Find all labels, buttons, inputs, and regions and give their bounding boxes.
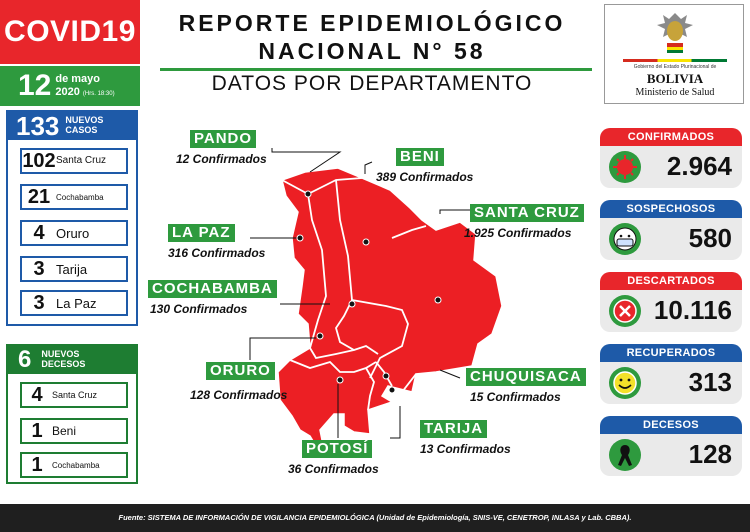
new-deaths-item-num: 1 [31,420,43,442]
dept-label-chuquisaca: CHUQUISACA [466,368,586,386]
dept-label-potosi: POTOSÍ [302,440,372,458]
new-deaths-panel [6,344,138,484]
new-deaths-item-name: Beni [52,424,77,438]
stat-value: 580 [688,223,732,253]
new-cases-item-num: 3 [33,258,45,280]
stat-card-descartados [600,272,742,332]
stat-label: RECUPERADOS [600,344,742,362]
dept-label-beni: BENI [396,148,444,166]
dept-label-santa-cruz: SANTA CRUZ [470,204,584,222]
new-cases-item-num: 102 [22,150,56,172]
new-cases-label: NUEVOS CASOS [65,115,104,135]
dept-label-tarija: TARIJA [420,420,487,438]
dept-count-santa-cruz: 1.925 Confirmados [464,226,572,240]
date-rest [55,73,114,98]
new-deaths-item [20,418,128,444]
page-title-line1: REPORTE EPIDEMIOLÓGICO [178,10,566,36]
new-cases-header [8,112,136,140]
stat-value: 2.964 [666,151,732,181]
new-cases-item-name: Oruro [56,225,90,241]
new-cases-item [20,290,128,316]
new-cases-item [20,220,128,246]
stat-label: CONFIRMADOS [600,128,742,146]
stat-value: 313 [688,367,732,397]
new-cases-item-num: 21 [27,186,51,208]
new-cases-item-name: Cochabamba [56,192,104,202]
new-cases-panel [6,110,138,326]
government-text: Gobierno del Estado Plurinacional de [633,64,717,70]
report-date [0,66,140,106]
new-deaths-item-name: Santa Cruz [52,389,98,400]
new-deaths-total: 6 [18,346,32,373]
stat-label: SOSPECHOSOS [600,200,742,218]
new-deaths-item [20,382,128,408]
new-deaths-item-num: 4 [31,384,43,406]
ministry-name: Ministerio de Salud [635,87,715,98]
x-circle-icon [608,294,642,328]
new-cases-item [20,148,128,174]
dept-count-cochabamba: 130 Confirmados [150,302,248,316]
new-cases-item-name: La Paz [56,295,97,311]
new-deaths-item-num: 1 [31,454,43,476]
new-deaths-header [8,346,136,374]
virus-icon [608,150,642,184]
dept-label-la-paz: LA PAZ [168,224,235,242]
dept-count-potosi: 36 Confirmados [288,462,379,476]
country-name: BOLIVIA [646,71,704,86]
new-deaths-label: NUEVOS DECESOS [41,349,86,369]
stat-card-sospechosos [600,200,742,260]
new-deaths-item-name: Cochabamba [52,460,100,470]
dept-count-beni: 389 Confirmados [376,170,474,184]
new-cases-item [20,256,128,282]
dept-count-chuquisaca: 15 Confirmados [470,390,561,404]
ministry-logo [604,4,744,104]
date-time: (Hrs. 18:30) [82,91,115,97]
date-month: de mayo [55,73,101,86]
dept-count-tarija: 13 Confirmados [420,442,511,456]
dept-count-pando: 12 Confirmados [176,152,267,166]
source-footer: Fuente: SISTEMA DE INFORMACIÓN DE VIGILANCIA EPIDEMIOLÓGICA (Unidad de Epidemiología, SNIS-VE, CENETROP, INLASA y Lab. CBBA). [0,504,750,532]
stat-card-confirmados [600,128,742,188]
new-cases-item [20,184,128,210]
stat-card-decesos [600,416,742,476]
mourning-ribbon-icon [608,438,642,472]
date-year: 2020 [55,86,80,98]
stat-value: 128 [688,439,732,469]
stat-card-recuperados [600,344,742,404]
stat-value: 10.116 [653,295,732,325]
mask-face-icon [608,222,642,256]
new-cases-item-name: Santa Cruz [56,155,107,166]
coat-of-arms-icon [655,11,695,55]
date-year-time [55,86,114,99]
page-title-line2: NACIONAL N° 58 [258,38,486,64]
dept-count-oruro: 128 Confirmados [190,388,288,402]
dept-label-cochabamba: COCHABAMBA [148,280,277,298]
smiley-icon [608,366,642,400]
new-cases-item-num: 4 [33,222,45,244]
date-day: 12 [18,69,52,102]
covid19-badge: COVID19 [0,0,140,64]
new-deaths-item [20,452,128,478]
stat-label: DECESOS [600,416,742,434]
new-cases-total: 133 [16,111,60,141]
title-divider [160,68,592,71]
dept-label-pando: PANDO [190,130,256,148]
dept-count-la-paz: 316 Confirmados [168,246,266,260]
dept-label-oruro: ORURO [206,362,275,380]
new-cases-item-num: 3 [33,292,45,314]
page-subtitle: DATOS POR DEPARTAMENTO [211,72,533,95]
flag-stripe [623,59,727,62]
new-cases-item-name: Tarija [56,261,88,277]
stat-label: DESCARTADOS [600,272,742,290]
